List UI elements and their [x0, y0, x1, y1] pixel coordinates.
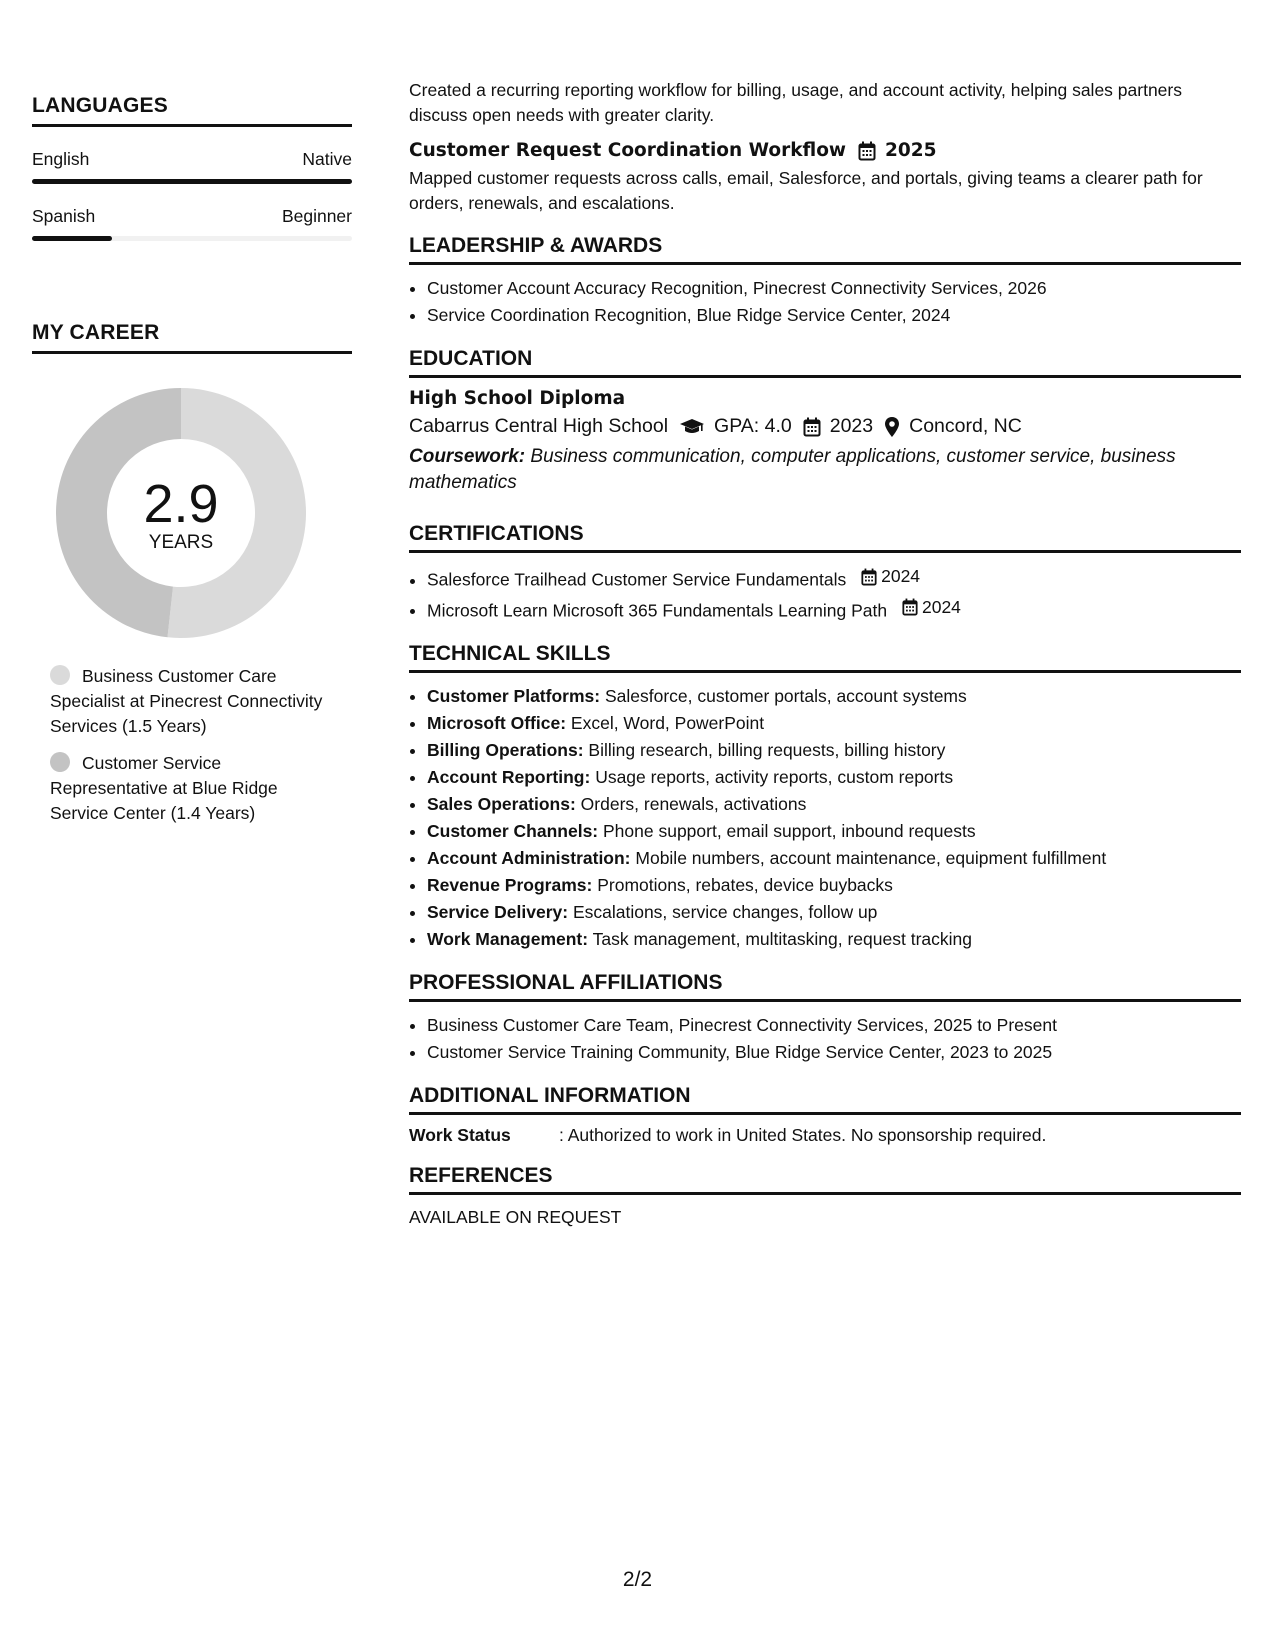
additional-info-title: ADDITIONAL INFORMATION: [409, 1084, 1241, 1115]
legend-label: Customer Service Representative at Blue Ridge Service Center (1.4 Years): [50, 753, 278, 823]
skill-label: Customer Channels:: [427, 821, 599, 841]
list-item: [427, 594, 1241, 625]
skill-value: Promotions, rebates, device buybacks: [592, 875, 893, 895]
skill-value: Phone support, email support, inbound requests: [598, 821, 976, 841]
career-legend-item: [50, 751, 340, 826]
project-description: Mapped customer requests across calls, email, Salesforce, and portals, giving teams a clearer path for orders, renewals, and escalations.: [409, 168, 1203, 213]
list-item: • Customer Service Training Community, Blue Ridge Service Center, 2023 to 2025: [427, 1039, 1241, 1066]
calendar-icon: [902, 598, 918, 616]
education-school: Cabarrus Central High School: [409, 415, 669, 437]
education-details: [409, 415, 1241, 438]
skill-label: Customer Platforms:: [427, 686, 601, 706]
language-proficiency-bar: [32, 236, 352, 241]
education-year: 2023: [829, 415, 874, 437]
career-section: [32, 321, 352, 826]
skill-value: Task management, multitasking, request tracking: [588, 929, 972, 949]
skill-item: [427, 764, 1241, 791]
language-proficiency-fill: [32, 236, 112, 241]
affiliations-list: [409, 1012, 1241, 1066]
legend-dot: [50, 752, 70, 772]
language-level: Beginner: [281, 206, 352, 226]
right-column: [409, 78, 1241, 1230]
additional-info-value: : Authorized to work in United States. No sponsorship required.: [559, 1125, 1047, 1145]
skill-value: Mobile numbers, account maintenance, equipment fulfillment: [630, 848, 1107, 868]
skill-value: Escalations, service changes, follow up: [568, 902, 878, 922]
leadership-list: [409, 275, 1241, 329]
coursework-label: Coursework:: [409, 446, 526, 467]
project-description: Created a recurring reporting workflow for billing, usage, and account activity, helping sales partners discuss open needs with greater clarity.: [409, 80, 1182, 125]
skill-value: Orders, renewals, activations: [575, 794, 807, 814]
additional-info-row: [409, 1125, 1241, 1146]
skills-title: TECHNICAL SKILLS: [409, 642, 1241, 673]
career-total: 2.9: [143, 474, 219, 534]
skill-label: Billing Operations:: [427, 740, 584, 760]
education-degree: High School Diploma: [409, 388, 626, 409]
language-item: [32, 149, 352, 184]
skill-value: Excel, Word, PowerPoint: [566, 713, 765, 733]
career-legend-item: [50, 664, 340, 739]
calendar-icon: [861, 568, 877, 586]
education-gpa: GPA: 4.0: [714, 415, 792, 437]
certification-year: 2024: [921, 596, 961, 617]
project-title: Customer Request Coordination Workflow: [409, 140, 847, 161]
graduation-cap-icon: [679, 418, 705, 436]
skill-value: Billing research, billing requests, billing history: [583, 740, 946, 760]
skill-label: Sales Operations:: [427, 794, 576, 814]
skill-item: [427, 872, 1241, 899]
calendar-icon: [858, 141, 876, 161]
project-title-row: [409, 140, 1241, 161]
references-text: AVAILABLE ON REQUEST: [409, 1207, 622, 1227]
languages-title: LANGUAGES: [32, 94, 352, 127]
skill-label: Service Delivery:: [427, 902, 569, 922]
additional-info-key: Work Status: [409, 1125, 511, 1145]
career-donut-chart: [56, 388, 306, 638]
skill-item: [427, 926, 1241, 953]
skill-item: [427, 710, 1241, 737]
skill-value: Usage reports, activity reports, custom reports: [590, 767, 954, 787]
skill-item: [427, 737, 1241, 764]
skill-label: Account Administration:: [427, 848, 631, 868]
skills-list: [409, 683, 1241, 953]
list-item: • Service Coordination Recognition, Blue Ridge Service Center, 2024: [427, 302, 1241, 329]
coursework-text: Business communication, computer applications, customer service, business mathematics: [409, 446, 1176, 493]
legend-dot: [50, 665, 70, 685]
skill-item: [427, 899, 1241, 926]
skill-item: [427, 818, 1241, 845]
certifications-list: [409, 563, 1241, 624]
language-name: English: [32, 149, 90, 169]
education-location: Concord, NC: [909, 415, 1022, 437]
references-title: REFERENCES: [409, 1164, 1241, 1195]
affiliations-title: PROFESSIONAL AFFILIATIONS: [409, 971, 1241, 1002]
legend-label: Business Customer Care Specialist at Pinecrest Connectivity Services (1.5 Years): [50, 666, 323, 736]
skill-item: [427, 683, 1241, 710]
calendar-icon: [803, 417, 821, 437]
list-item: [427, 563, 1241, 594]
language-proficiency-bar: [32, 179, 352, 184]
map-pin-icon: [884, 416, 900, 438]
skill-value: Salesforce, customer portals, account systems: [600, 686, 967, 706]
certification-name: Microsoft Learn Microsoft 365 Fundamentals Learning Path: [427, 600, 888, 620]
education-title: EDUCATION: [409, 347, 1241, 378]
certification-year: 2024: [881, 566, 921, 586]
leadership-title: LEADERSHIP & AWARDS: [409, 234, 1241, 265]
education-coursework: [409, 444, 1241, 496]
skill-item: [427, 791, 1241, 818]
certifications-title: CERTIFICATIONS: [409, 522, 1241, 553]
career-unit: YEARS: [148, 532, 214, 553]
list-item: • Customer Account Accuracy Recognition, Pinecrest Connectivity Services, 2026: [427, 275, 1241, 302]
skill-label: Revenue Programs:: [427, 875, 593, 895]
project-year: 2025: [885, 140, 937, 161]
career-legend: [50, 664, 340, 826]
list-item: • Business Customer Care Team, Pinecrest Connectivity Services, 2025 to Present: [427, 1012, 1241, 1039]
skill-label: Microsoft Office:: [427, 713, 567, 733]
left-column: [32, 94, 352, 838]
skill-item: [427, 845, 1241, 872]
skill-label: Work Management:: [427, 929, 589, 949]
career-title: MY CAREER: [32, 321, 352, 354]
language-name: Spanish: [32, 206, 96, 226]
page-number: 2/2: [622, 1568, 653, 1591]
language-proficiency-fill: [32, 179, 352, 184]
certification-name: Salesforce Trailhead Customer Service Fundamentals: [427, 569, 847, 590]
language-level: Native: [302, 149, 352, 169]
skill-label: Account Reporting:: [427, 767, 591, 787]
language-item: [32, 206, 352, 241]
